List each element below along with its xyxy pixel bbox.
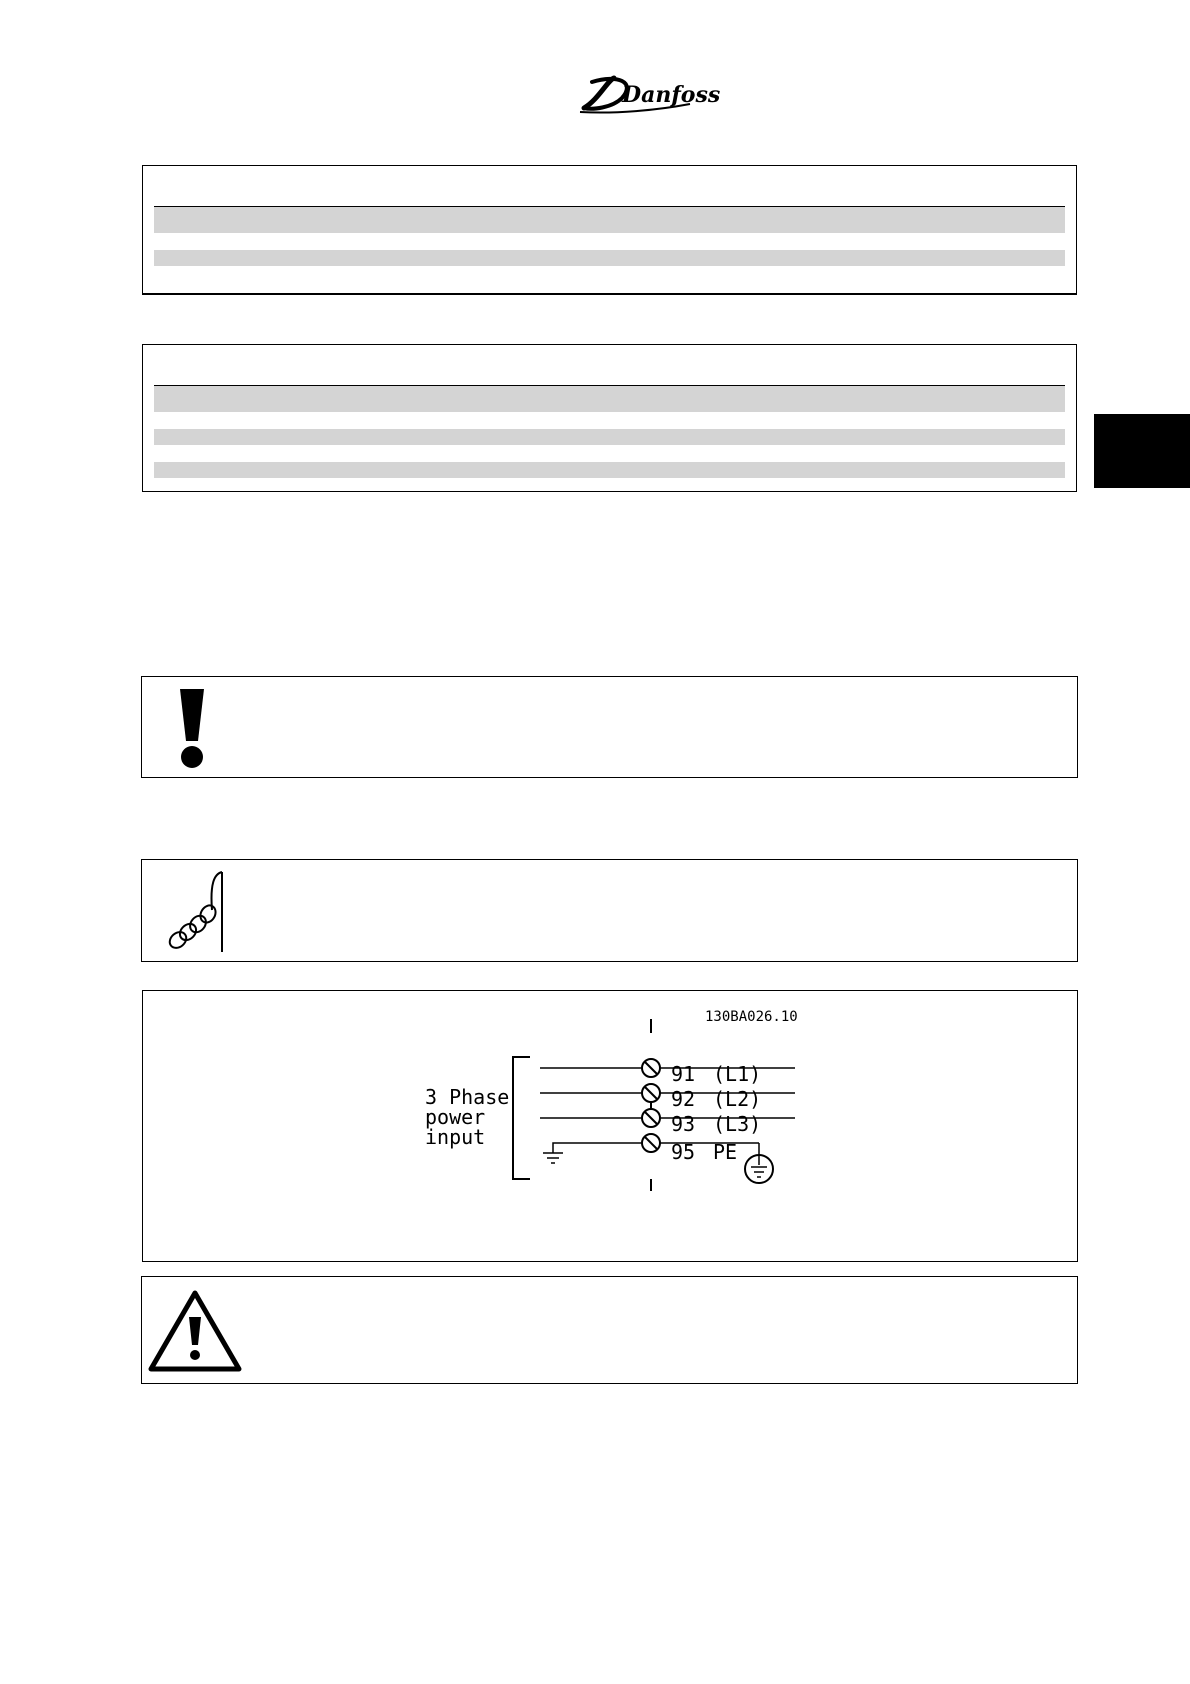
logo-text: Danfoss — [622, 82, 721, 108]
caution-notice — [141, 676, 1078, 778]
note-notice — [141, 859, 1078, 962]
table-2-row-band-2 — [154, 429, 1065, 445]
drawing-code: 130BA026.10 — [705, 1009, 798, 1025]
input-label-line-2: power — [425, 1105, 486, 1129]
table-1-row-band-1 — [154, 207, 1065, 233]
warning-notice — [141, 1276, 1078, 1384]
terminal-91-number: 91 — [671, 1062, 696, 1086]
terminal-93-number: 93 — [671, 1112, 696, 1136]
terminal-95-number: 95 — [671, 1140, 696, 1164]
section-tab — [1094, 414, 1190, 488]
input-label-line-3: input — [425, 1125, 486, 1149]
table-1 — [142, 165, 1077, 295]
terminal-91-label: (L1) — [713, 1062, 762, 1086]
wiring-diagram — [143, 991, 1077, 1261]
pointing-hand-icon — [164, 870, 226, 954]
table-1-row-band-2 — [154, 250, 1065, 266]
terminal-92-label: (L2) — [713, 1087, 762, 1111]
table-2-row-band-1 — [154, 386, 1065, 412]
terminal-92-screw-icon — [642, 1084, 660, 1102]
table-2 — [142, 344, 1077, 492]
ground-icon — [543, 1153, 563, 1163]
warning-triangle-icon — [147, 1289, 243, 1373]
input-label-line-1: 3 Phase — [425, 1085, 510, 1109]
protective-earth-icon — [745, 1155, 773, 1183]
terminal-95-screw-icon — [642, 1134, 660, 1152]
table-2-row-band-3 — [154, 462, 1065, 478]
terminal-92-number: 92 — [671, 1087, 696, 1111]
exclamation-icon — [178, 687, 206, 769]
terminal-93-label: (L3) — [713, 1112, 762, 1136]
terminal-95-label: PE — [713, 1140, 738, 1164]
wiring-diagram-frame — [142, 990, 1078, 1262]
danfoss-logo — [578, 70, 721, 116]
terminal-93-screw-icon — [642, 1109, 660, 1127]
danfoss-logo-icon — [578, 70, 721, 116]
terminal-91-screw-icon — [642, 1059, 660, 1077]
